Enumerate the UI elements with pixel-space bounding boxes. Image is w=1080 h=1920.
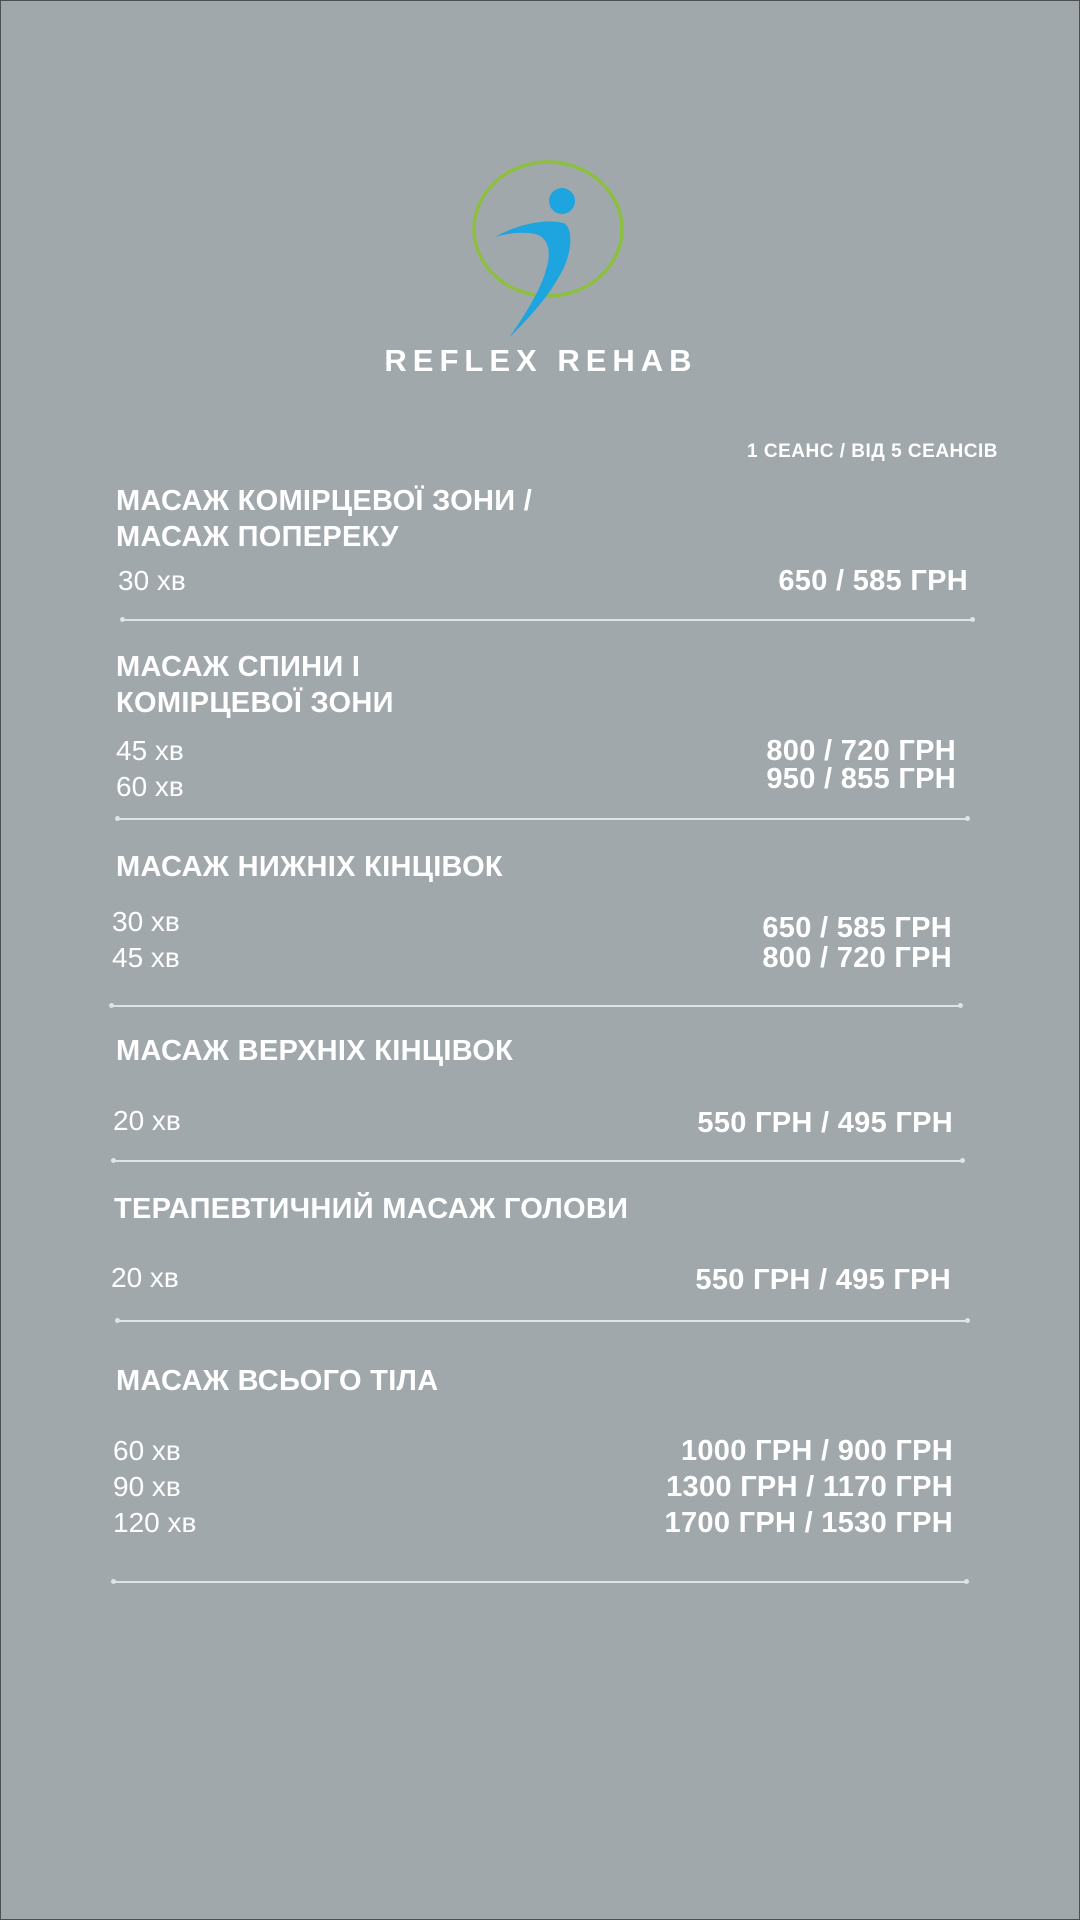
service-title — [116, 649, 816, 721]
service-rows — [111, 1260, 951, 1296]
service-price: 1000 ГРН / 900 ГРН — [680, 1435, 953, 1467]
service-title — [116, 1033, 816, 1069]
service-price: 550 ГРН / 495 ГРН — [695, 1264, 951, 1296]
service-rows — [112, 904, 952, 976]
service-price: 1700 ГРН / 1530 ГРН — [664, 1507, 953, 1539]
service-row — [111, 1260, 951, 1296]
service-rows — [116, 733, 956, 802]
service-price: 800 / 720 ГРН — [766, 735, 956, 767]
service-duration: 90 хв — [113, 1471, 181, 1502]
service-duration: 20 хв — [111, 1262, 179, 1293]
service-price: 800 / 720 ГРН — [762, 942, 952, 974]
service-duration: 30 хв — [112, 906, 180, 937]
price-columns-header: 1 СЕАНС / ВІД 5 СЕАНСІВ — [747, 441, 998, 462]
service-title-line: МАСАЖ КОМІРЦЕВОЇ ЗОНИ / — [116, 485, 533, 517]
service-title-line: МАСАЖ СПИНИ І — [116, 651, 361, 683]
runner-logo-icon — [468, 157, 628, 337]
service-duration: 20 хв — [113, 1105, 181, 1136]
service-row — [113, 1469, 953, 1505]
service-row — [118, 563, 968, 599]
service-duration: 60 хв — [113, 1435, 181, 1466]
service-price: 650 / 585 ГРН — [762, 912, 952, 944]
service-title-line: МАСАЖ ВСЬОГО ТІЛА — [116, 1365, 439, 1397]
service-price: 950 / 855 ГРН — [766, 763, 956, 795]
service-rows — [118, 563, 968, 599]
service-title-line: ТЕРАПЕВТИЧНИЙ МАСАЖ ГОЛОВИ — [114, 1193, 629, 1225]
brand-name: REFLEX REHAB — [384, 343, 698, 378]
service-title — [116, 1363, 816, 1399]
section-divider — [111, 1005, 961, 1007]
section-divider — [117, 818, 968, 820]
service-price: 550 ГРН / 495 ГРН — [697, 1107, 953, 1139]
service-title — [116, 849, 816, 885]
brand-logo — [1, 151, 1080, 351]
service-title-line: КОМІРЦЕВОЇ ЗОНИ — [116, 687, 394, 719]
section-divider — [117, 1320, 968, 1322]
service-title-line: МАСАЖ ВЕРХНІХ КІНЦІВОК — [116, 1035, 514, 1067]
section-divider — [113, 1160, 963, 1162]
service-row — [112, 904, 952, 944]
service-row — [113, 1103, 953, 1139]
section-divider — [113, 1581, 967, 1583]
service-title-line: МАСАЖ ПОПЕРЕКУ — [116, 521, 399, 553]
service-duration: 45 хв — [112, 942, 180, 973]
service-duration: 45 хв — [116, 735, 184, 766]
service-price: 1300 ГРН / 1170 ГРН — [666, 1471, 953, 1503]
service-rows — [113, 1103, 953, 1139]
service-title — [114, 1191, 814, 1227]
service-row — [113, 1505, 953, 1541]
service-row — [113, 1433, 953, 1469]
service-duration: 120 хв — [113, 1507, 197, 1538]
service-rows — [113, 1433, 953, 1541]
service-title-line: МАСАЖ НИЖНІХ КІНЦІВОК — [116, 851, 503, 883]
section-divider — [122, 619, 973, 621]
service-row — [116, 761, 956, 802]
service-price: 650 / 585 ГРН — [778, 565, 968, 597]
service-duration: 60 хв — [116, 771, 184, 802]
service-row — [112, 940, 952, 976]
service-title — [116, 483, 816, 555]
service-duration: 30 хв — [118, 565, 186, 596]
